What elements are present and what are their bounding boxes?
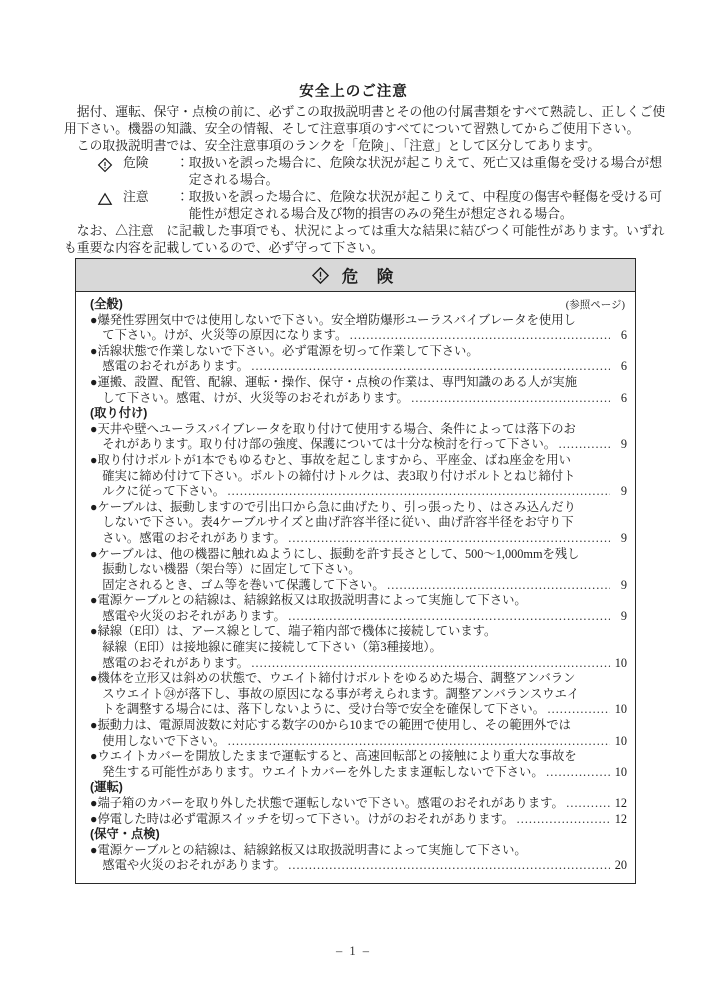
warning-item <box>90 624 627 671</box>
warning-item <box>90 453 627 500</box>
rank-definition-row <box>97 155 663 189</box>
warning-text: 緑線（E印）は、アース線として、端子箱内部で機体に接続しています。 <box>97 624 497 639</box>
bullet-marker: ● <box>90 452 98 467</box>
rank-description <box>176 189 662 223</box>
warning-text: 機体を立形又は斜めの状態で、ウエイト締付けボルトをゆるめた場合、調整アンバラン <box>97 671 576 686</box>
intro-paragraphs <box>64 104 666 155</box>
warning-item-line <box>90 734 627 750</box>
dot-leader <box>516 812 610 828</box>
reference-page-number: 12 <box>614 811 627 826</box>
reference-page-number: 10 <box>614 702 627 717</box>
warning-text: ルクに従って下さい。 <box>102 484 226 499</box>
warning-item-line <box>90 391 627 407</box>
warning-item-line <box>90 702 627 718</box>
warning-item-line <box>90 531 627 547</box>
reference-page-number: 9 <box>620 577 627 592</box>
bullet-marker: ● <box>90 343 98 358</box>
warning-item-line <box>90 359 627 375</box>
warning-item-line <box>90 469 627 485</box>
warning-text: 感電のおそれがあります。 <box>102 359 249 374</box>
warning-item-line <box>90 718 627 734</box>
dot-leader <box>288 858 610 874</box>
warning-item-line <box>90 749 627 765</box>
warning-text: スウエイト㉔が落下し、事故の原因になる事が考えられます。調整アンバランスウエイ <box>102 686 580 701</box>
intro-line: この取扱説明書では、安全注意事項のランクを「危険」、「注意」として区分してあります。 <box>76 139 601 153</box>
danger-box-content <box>76 292 635 883</box>
warning-text: 活線状態で作業しないで下さい。必ず電源を切って作業して下さい。 <box>97 343 479 358</box>
warning-item-line <box>90 328 627 344</box>
warning-item <box>90 749 627 780</box>
dot-leader <box>227 734 610 750</box>
rank-description-line: 定される場合。 <box>188 173 279 187</box>
warning-item <box>90 718 627 749</box>
warning-text: 端子箱のカバーを取り外した状態で運転しないで下さい。感電のおそれがあります。 <box>97 796 564 810</box>
reference-page-number: 9 <box>620 484 627 499</box>
intro-line: 据付、運転、保守・点検の前に、必ずこの取扱説明書とその他の付属書類をすべて熟読し、正しくご使 <box>76 105 666 119</box>
warning-item-line <box>90 687 627 703</box>
bullet-marker: ● <box>90 546 98 561</box>
dot-leader <box>349 328 610 344</box>
warning-item-line <box>90 609 627 625</box>
dot-leader <box>288 609 610 625</box>
warning-text: ケーブルは、他の機器に触れぬようにし、振動を許す長さとして、500〜1,000mmを残し <box>97 546 580 561</box>
footer-page-number: – 1 – <box>336 944 371 958</box>
dot-leader <box>227 484 610 500</box>
reference-page-number: 10 <box>614 764 627 779</box>
page-title: 安全上のご注意 <box>299 84 408 100</box>
reference-page-number: 6 <box>620 390 627 405</box>
section-heading: (全般) <box>90 297 123 311</box>
warning-item <box>90 422 627 453</box>
warning-item-line <box>90 624 627 640</box>
section-heading: (運転) <box>90 780 123 795</box>
bullet-marker: ● <box>90 593 98 608</box>
caution-triangle-icon <box>97 189 123 207</box>
reference-page-number: 20 <box>614 858 627 873</box>
note-line: も重要な内容を記載しているので、必ず守って下さい。 <box>64 241 384 255</box>
reference-page-number: 9 <box>620 530 627 545</box>
bullet-marker: ● <box>90 312 98 327</box>
warning-item-line <box>90 843 627 859</box>
warning-text: 感電のおそれがあります。 <box>102 655 249 670</box>
dot-leader <box>411 391 610 407</box>
dot-leader <box>288 531 610 547</box>
warning-item-line <box>90 796 627 812</box>
warning-item <box>90 500 627 547</box>
rank-description <box>176 155 662 189</box>
warning-text: 運搬、設置、配管、配線、運転・操作、保守・点検の作業は、専門知識のある人が実施 <box>97 374 578 389</box>
rank-label: 注意 <box>123 190 149 204</box>
reference-page-number: 9 <box>620 608 627 623</box>
warning-item-line <box>90 578 627 594</box>
warning-text: 確実に締め付けて下さい。ボルトの締付けトルクは、表3取り付けボルトとねじ締付ト <box>102 468 576 483</box>
warning-item <box>90 593 627 624</box>
warning-item-line <box>90 453 627 469</box>
warning-item-line <box>90 484 627 500</box>
danger-box-header <box>76 259 635 292</box>
warning-text: ウエイトカバーを開放したままで運転すると、高速回転部との接触により重大な事故を <box>97 749 577 764</box>
dot-leader <box>566 796 610 812</box>
note-paragraph <box>64 223 665 257</box>
warning-text: 振動しない機器（架台等）に固定して下さい。 <box>102 562 361 577</box>
intro-line: 用下さい。機器の知識、安全の情報、そして注意事項のすべてについて習熟してからご使用下さい。 <box>64 122 640 136</box>
warning-item <box>90 796 627 812</box>
bullet-marker: ● <box>90 718 98 733</box>
rank-definition-row <box>97 189 663 223</box>
warning-text: さい。感電のおそれがあります。 <box>102 530 286 545</box>
warning-item <box>90 812 627 828</box>
dot-leader <box>546 765 610 781</box>
warning-text: 爆発性雰囲気中では使用しないで下さい。安全増防爆形ユーラスバイブレータを使用し <box>97 312 576 327</box>
reference-page-label: (参照ページ) <box>565 300 625 311</box>
dot-leader <box>558 437 610 453</box>
warning-item-line <box>90 562 627 578</box>
bullet-marker: ● <box>90 796 98 810</box>
warning-item-line <box>90 765 627 781</box>
warning-text: 感電や火災のおそれがあります。 <box>102 608 286 623</box>
bullet-marker: ● <box>90 421 98 436</box>
warning-item-line <box>90 515 627 531</box>
warning-item-line <box>90 656 627 672</box>
rank-description-line: ：取扱いを誤った場合に、危険な状況が起こりえて、中程度の傷害や軽傷を受ける可 <box>176 190 663 204</box>
warning-text: それがあります。取り付け部の強度、保護については十分な検討を行って下さい。 <box>102 437 557 452</box>
danger-section-box <box>75 258 636 884</box>
warning-text: 電源ケーブルとの結線は、結線銘板又は取扱説明書によって実施して下さい。 <box>97 842 527 857</box>
reference-page-number: 6 <box>620 359 627 374</box>
warning-text: ケーブルは、振動しますので引出口から急に曲げたり、引っ張ったり、はさみ込んだり <box>97 499 576 514</box>
bullet-marker: ● <box>90 374 98 389</box>
reference-page-number: 10 <box>614 655 627 670</box>
reference-page-number: 10 <box>614 733 627 748</box>
intro-section <box>64 104 666 257</box>
danger-box-title: 危 険 <box>341 268 401 286</box>
warning-item-line <box>90 640 627 656</box>
warning-item-line <box>90 858 627 874</box>
warning-text: 使用しないで下さい。 <box>102 733 226 748</box>
warning-item-line <box>90 313 627 329</box>
warning-item-line <box>90 375 627 391</box>
warning-text: 振動力は、電源周波数に対応する数字の0から10までの範囲で使用し、その範囲外では <box>97 718 571 733</box>
warning-item-line <box>90 812 627 828</box>
rank-description-line: ：取扱いを誤った場合に、危険な状況が起こりえて、死亡又は重傷を受ける場合が想 <box>176 156 663 170</box>
bullet-marker: ● <box>90 499 98 514</box>
warning-item-line <box>90 500 627 516</box>
reference-page-number: 6 <box>620 328 627 343</box>
warning-item <box>90 671 627 718</box>
danger-diamond-icon <box>97 155 123 173</box>
bullet-marker: ● <box>90 811 98 826</box>
warning-item <box>90 375 627 406</box>
warning-item-line <box>90 422 627 438</box>
rank-label: 危険 <box>123 156 149 170</box>
dot-leader <box>387 578 610 594</box>
warning-item-line <box>90 547 627 563</box>
warning-text: て下さい。けが、火災等の原因になります。 <box>102 328 348 343</box>
rank-definitions <box>97 155 663 223</box>
warning-item-line <box>90 593 627 609</box>
warning-text: しないで下さい。表4ケーブルサイズと曲げ許容半径に従い、曲げ許容半径をお守り下 <box>102 515 574 530</box>
warning-item <box>90 547 627 594</box>
warning-text: トを調整する場合には、落下しないように、受け台等で安全を確保して下さい。 <box>102 702 545 717</box>
rank-description-line: 能性が想定される場合及び物的損害のみの発生が想定される場合。 <box>188 207 573 221</box>
dot-leader <box>251 656 610 672</box>
warning-text: 電源ケーブルとの結線は、結線銘板又は取扱説明書によって実施して下さい。 <box>97 593 527 608</box>
warning-item-line <box>90 437 627 453</box>
warning-text: 停電した時は必ず電源スイッチを切って下さい。けがのおそれがあります。 <box>97 811 515 826</box>
bullet-marker: ● <box>90 671 98 686</box>
reference-page-number: 12 <box>614 796 627 810</box>
warning-item <box>90 313 627 344</box>
dot-leader <box>547 702 610 718</box>
warning-text: 発生する可能性があります。ウエイトカバーを外したまま運転しないで下さい。 <box>102 764 544 779</box>
reference-page-number: 9 <box>620 437 627 452</box>
warning-item-line <box>90 344 627 360</box>
warning-item-line <box>90 671 627 687</box>
warning-text: 固定されるとき、ゴム等を巻いて保護して下さい。 <box>102 577 385 592</box>
section-heading: (保守・点検) <box>90 827 160 842</box>
note-line: なお、△注意 に記載した事項でも、状況によっては重大な結果に結びつく可能性があります。いずれ <box>76 224 665 238</box>
warning-item <box>90 344 627 375</box>
warning-text: 取り付けボルトが1本でもゆるむと、事故を起こしますから、平座金、ばね座金を用い <box>97 452 571 467</box>
warning-text: 天井や壁へユーラスバイブレータを取り付けて使用する場合、条件によっては落下のお <box>97 421 576 436</box>
dot-leader <box>251 359 610 375</box>
warning-text: 感電や火災のおそれがあります。 <box>102 858 286 873</box>
bullet-marker: ● <box>90 624 98 639</box>
warning-text: して下さい。感電、けが、火災等のおそれがあります。 <box>102 390 409 405</box>
warning-item <box>90 843 627 874</box>
bullet-marker: ● <box>90 749 98 764</box>
warning-text: 緑線（E印）は接地線に確実に接続して下さい（第3種接地）。 <box>102 640 442 655</box>
bullet-marker: ● <box>90 842 98 857</box>
section-heading: (取り付け) <box>90 406 148 421</box>
danger-diamond-icon <box>311 266 330 285</box>
